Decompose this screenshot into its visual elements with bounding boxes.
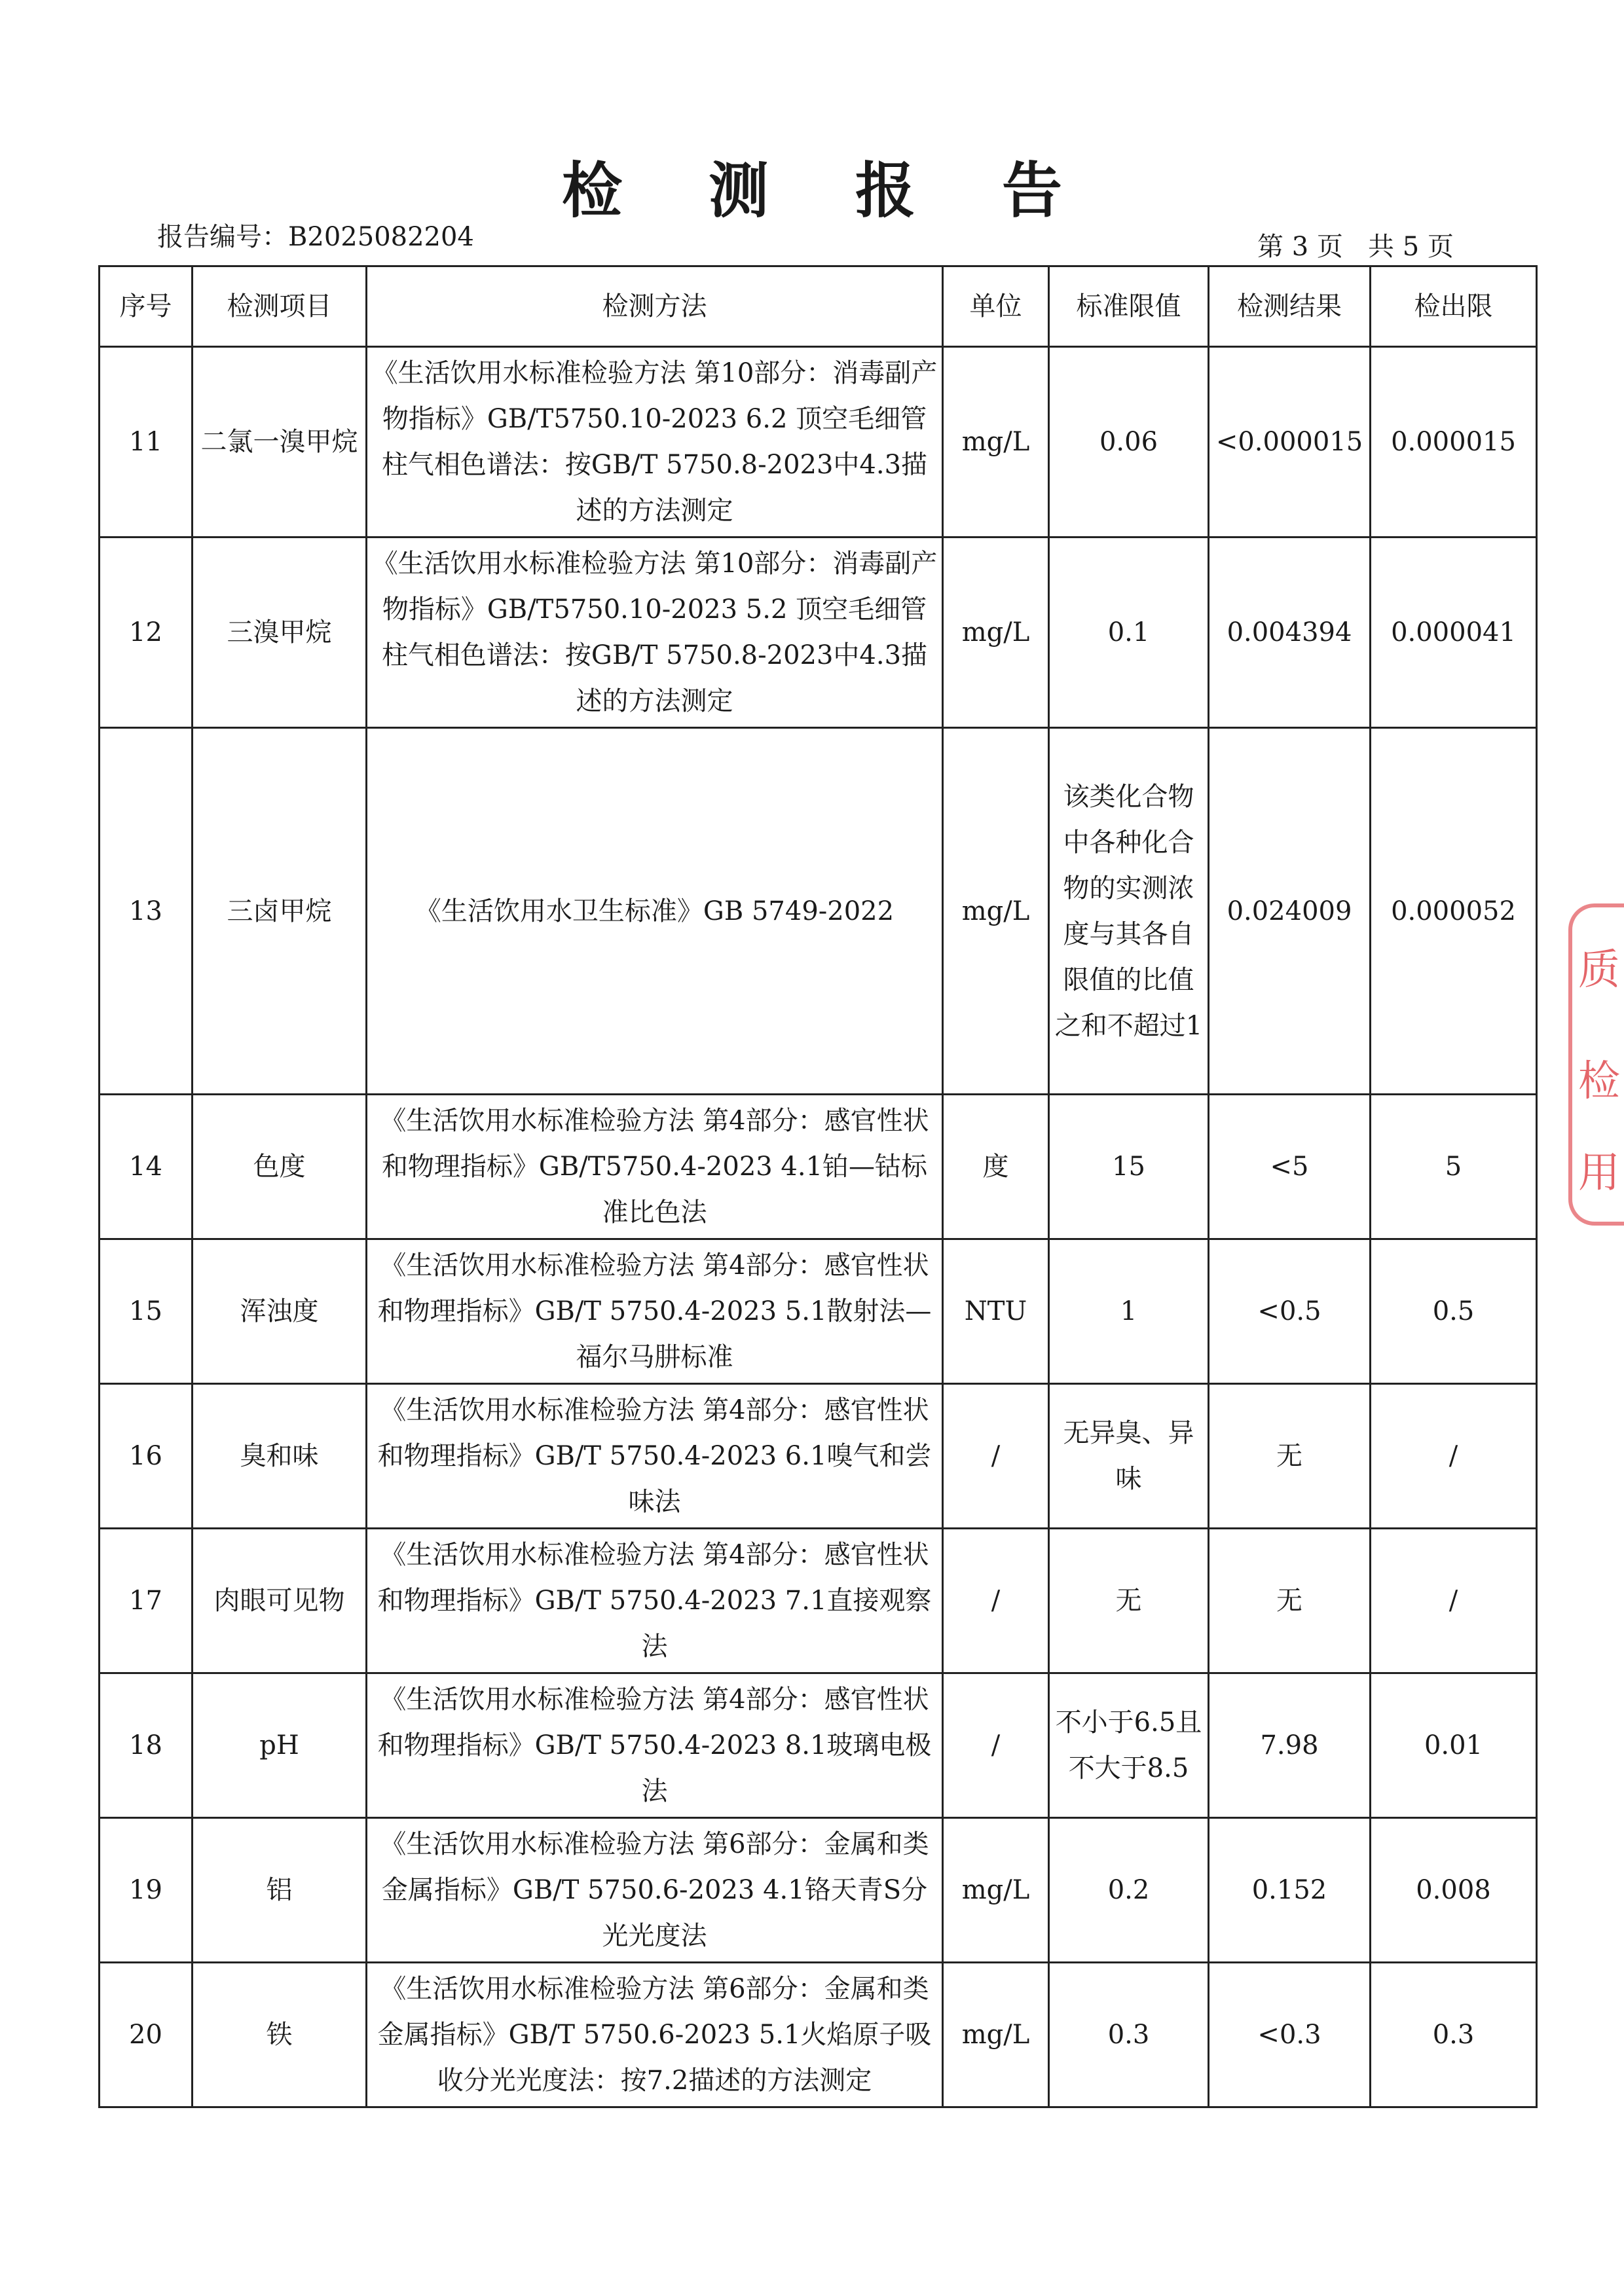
row-unit: mg/L [943,538,1049,728]
row-no: 11 [100,347,193,538]
row-method: 《生活饮用水标准检验方法 第6部分：金属和类金属指标》GB/T 5750.6-2023 5.1火焰原子吸收分光光度法：按7.2描述的方法测定 [367,1963,943,2107]
seal-character: 用 [1578,1149,1620,1197]
row-item: 二氯一溴甲烷 [193,347,367,538]
row-no: 18 [100,1673,193,1818]
header-detection-limit: 检出限 [1371,266,1537,347]
row-no: 20 [100,1963,193,2107]
row-detection-limit: 5 [1371,1095,1537,1239]
row-result: 0.024009 [1209,728,1371,1095]
header-limit: 标准限值 [1049,266,1209,347]
table-row [100,347,1537,538]
table-row [100,1818,1537,1963]
header-no: 序号 [100,266,193,347]
row-unit: / [943,1384,1049,1529]
table-row [100,1673,1537,1818]
row-item: pH [193,1673,367,1818]
row-result: 7.98 [1209,1673,1371,1818]
row-no: 16 [100,1384,193,1529]
row-no: 14 [100,1095,193,1239]
row-detection-limit: 0.000052 [1371,728,1537,1095]
row-unit: NTU [943,1239,1049,1384]
row-method: 《生活饮用水标准检验方法 第4部分：感官性状和物理指标》GB/T5750.4-2023 4.1铂—钴标准比色法 [367,1095,943,1239]
row-method: 《生活饮用水标准检验方法 第10部分：消毒副产物指标》GB/T5750.10-2023 5.2 顶空毛细管柱气相色谱法：按GB/T 5750.8-2023中4.3描述的方法测定 [367,538,943,728]
row-item: 铝 [193,1818,367,1963]
row-no: 19 [100,1818,193,1963]
row-no: 13 [100,728,193,1095]
row-limit: 无 [1049,1529,1209,1673]
table-row [100,1239,1537,1384]
row-limit: 0.1 [1049,538,1209,728]
row-detection-limit: 0.000015 [1371,347,1537,538]
row-method: 《生活饮用水标准检验方法 第4部分：感官性状和物理指标》GB/T 5750.4-2023 7.1直接观察法 [367,1529,943,1673]
row-unit: 度 [943,1095,1049,1239]
header-unit: 单位 [943,266,1049,347]
row-detection-limit: / [1371,1529,1537,1673]
row-item: 臭和味 [193,1384,367,1529]
row-limit: 0.06 [1049,347,1209,538]
header-result: 检测结果 [1209,266,1371,347]
row-limit: 无异臭、异味 [1049,1384,1209,1529]
table-row [100,1095,1537,1239]
row-result: <0.5 [1209,1239,1371,1384]
row-limit: 0.3 [1049,1963,1209,2107]
row-item: 铁 [193,1963,367,2107]
seal-character: 检 [1578,1057,1620,1106]
seal-character: 质 [1578,946,1620,994]
row-limit: 不小于6.5且不大于8.5 [1049,1673,1209,1818]
row-result: 0.004394 [1209,538,1371,728]
row-result: <0.3 [1209,1963,1371,2107]
row-unit: mg/L [943,1963,1049,2107]
table-row [100,728,1537,1095]
row-method: 《生活饮用水标准检验方法 第6部分：金属和类金属指标》GB/T 5750.6-2023 4.1铬天青S分光光度法 [367,1818,943,1963]
row-unit: mg/L [943,347,1049,538]
page-title: 检 测 报 告 [561,155,1096,226]
row-detection-limit: 0.3 [1371,1963,1537,2107]
row-detection-limit: 0.008 [1371,1818,1537,1963]
row-result: 无 [1209,1529,1371,1673]
table-row [100,538,1537,728]
test-results-table [98,265,1538,2108]
row-unit: mg/L [943,1818,1049,1963]
row-limit: 1 [1049,1239,1209,1384]
page-number: 第 3 页 共 5 页 [1257,232,1454,262]
row-detection-limit: 0.000041 [1371,538,1537,728]
table-row [100,1963,1537,2107]
row-unit: / [943,1673,1049,1818]
row-method: 《生活饮用水标准检验方法 第4部分：感官性状和物理指标》GB/T 5750.4-2023 6.1嗅气和尝味法 [367,1384,943,1529]
table-row [100,1529,1537,1673]
row-unit: mg/L [943,728,1049,1095]
row-limit: 15 [1049,1095,1209,1239]
row-limit: 该类化合物中各种化合物的实测浓度与其各自限值的比值之和不超过1 [1049,728,1209,1095]
row-detection-limit: 0.5 [1371,1239,1537,1384]
row-method: 《生活饮用水标准检验方法 第10部分：消毒副产物指标》GB/T5750.10-2023 6.2 顶空毛细管柱气相色谱法：按GB/T 5750.8-2023中4.3描述的方法测定 [367,347,943,538]
row-method: 《生活饮用水卫生标准》GB 5749-2022 [367,728,943,1095]
row-method: 《生活饮用水标准检验方法 第4部分：感官性状和物理指标》GB/T 5750.4-2023 8.1玻璃电极法 [367,1673,943,1818]
row-item: 三卤甲烷 [193,728,367,1095]
row-result: <0.000015 [1209,347,1371,538]
row-result: 0.152 [1209,1818,1371,1963]
row-no: 17 [100,1529,193,1673]
row-limit: 0.2 [1049,1818,1209,1963]
row-item: 浑浊度 [193,1239,367,1384]
row-no: 12 [100,538,193,728]
table-header-row [100,266,1537,347]
row-item: 肉眼可见物 [193,1529,367,1673]
header-method: 检测方法 [367,266,943,347]
row-detection-limit: / [1371,1384,1537,1529]
row-item: 色度 [193,1095,367,1239]
row-unit: / [943,1529,1049,1673]
row-item: 三溴甲烷 [193,538,367,728]
row-detection-limit: 0.01 [1371,1673,1537,1818]
row-no: 15 [100,1239,193,1384]
report-number: 报告编号：B2025082204 [157,222,474,252]
row-result: 无 [1209,1384,1371,1529]
row-result: <5 [1209,1095,1371,1239]
header-item: 检测项目 [193,266,367,347]
table-row [100,1384,1537,1529]
row-method: 《生活饮用水标准检验方法 第4部分：感官性状和物理指标》GB/T 5750.4-2023 5.1散射法—福尔马肼标准 [367,1239,943,1384]
